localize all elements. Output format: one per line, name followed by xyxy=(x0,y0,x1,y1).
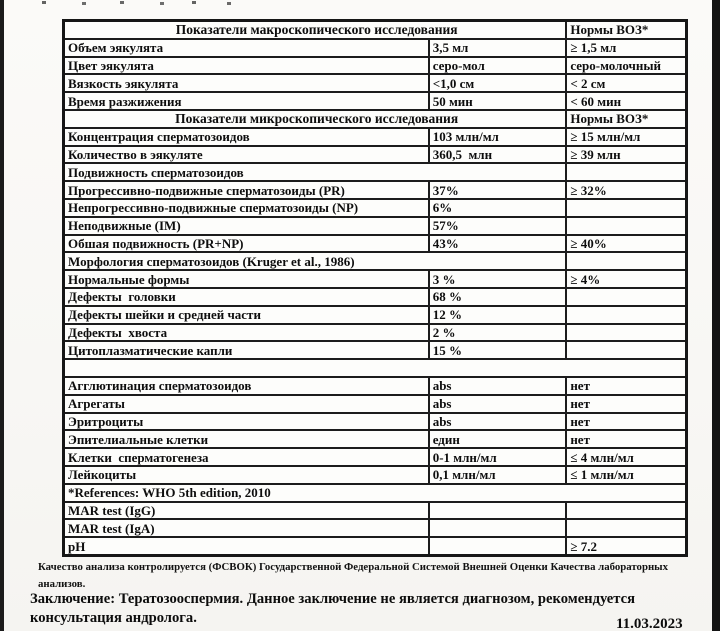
param-value: 3 % xyxy=(428,271,566,287)
param-norm: нет xyxy=(565,414,685,430)
param-label: Непрогрессивно-подвижные сперматозоиды (NP) xyxy=(68,200,359,216)
param-value: 3,5 мл xyxy=(428,40,566,56)
table-section-row xyxy=(65,164,685,182)
param-label: Клетки сперматогенеза xyxy=(68,449,209,465)
table-row xyxy=(65,520,685,538)
param-norm xyxy=(565,325,685,341)
table-row xyxy=(65,431,685,449)
param-norm xyxy=(565,218,685,234)
param-norm: ≥ 32% xyxy=(565,182,685,198)
param-norm xyxy=(565,503,685,519)
table-row xyxy=(65,236,685,254)
norms-header-cell xyxy=(565,164,685,180)
param-norm: серо-молочный xyxy=(565,58,685,74)
table-row xyxy=(65,289,685,307)
param-norm: ≥ 4% xyxy=(565,271,685,287)
table-row xyxy=(65,325,685,343)
param-label: Время разжижения xyxy=(68,93,182,109)
norms-header-cell: Нормы ВОЗ* xyxy=(565,111,685,127)
param-label: Концентрация сперматозоидов xyxy=(68,129,250,145)
param-label: Обшая подвижность (PR+NP) xyxy=(68,235,244,251)
table-row xyxy=(65,58,685,76)
table-row xyxy=(65,414,685,432)
param-norm: нет xyxy=(565,431,685,447)
param-value: серо-мол xyxy=(428,58,566,74)
param-norm xyxy=(565,307,685,323)
param-label: Лейкоциты xyxy=(68,467,137,483)
param-value: 360,5 млн xyxy=(428,147,566,163)
table-row xyxy=(65,342,685,360)
param-value: 12 % xyxy=(428,307,566,323)
param-label: Объем эякулята xyxy=(68,40,164,56)
full-width-cell: *References: WHO 5th edition, 2010 xyxy=(68,485,271,501)
table-row xyxy=(65,200,685,218)
param-label: MAR test (IgA) xyxy=(68,520,155,536)
table-row xyxy=(65,271,685,289)
table-row xyxy=(65,467,685,485)
param-value: 57% xyxy=(428,218,566,234)
param-label: Агрегаты xyxy=(68,396,125,412)
param-label: Нормальные формы xyxy=(68,271,190,287)
param-value: 2 % xyxy=(428,325,566,341)
table-row xyxy=(65,147,685,165)
param-norm: ≥ 40% xyxy=(565,236,685,252)
scan-edge-left xyxy=(0,0,4,631)
param-norm xyxy=(565,289,685,305)
table-row xyxy=(65,307,685,325)
param-value: 37% xyxy=(428,182,566,198)
param-norm: ≥ 39 млн xyxy=(565,147,685,163)
param-norm: ≤ 1 млн/мл xyxy=(565,467,685,483)
param-label: Цитоплазматические капли xyxy=(68,342,233,358)
table-row xyxy=(65,485,685,503)
param-label: Вязкость эякулята xyxy=(68,75,179,91)
param-label: Эритроциты xyxy=(68,413,144,429)
scan-edge-right xyxy=(712,0,720,631)
param-value: abs xyxy=(428,414,566,430)
param-norm: ≥ 15 млн/мл xyxy=(565,129,685,145)
param-value: 6% xyxy=(428,200,566,216)
param-label: Количество в эякуляте xyxy=(68,146,203,162)
param-norm: нет xyxy=(565,396,685,412)
param-norm: < 2 см xyxy=(565,75,685,91)
table-row xyxy=(65,538,685,554)
table-row xyxy=(65,182,685,200)
param-label: Дефекты хвоста xyxy=(68,324,168,340)
param-label: Дефекты головки xyxy=(68,289,176,305)
param-norm xyxy=(565,200,685,216)
param-value: 50 мин xyxy=(428,93,566,109)
table-row xyxy=(65,360,685,378)
param-label: Цвет эякулята xyxy=(68,57,154,73)
table-row xyxy=(65,378,685,396)
param-value xyxy=(428,520,566,536)
param-label: Неподвижные (IM) xyxy=(68,218,181,234)
param-value: един xyxy=(428,431,566,447)
quality-control-note: Качество анализа контролируется (ФСВОК) Государственной Федеральной Системой Внешней Оценки Качества лабораторных анализов. xyxy=(38,561,669,590)
table-row xyxy=(65,396,685,414)
param-value: 68 % xyxy=(428,289,566,305)
param-norm: < 60 мин xyxy=(565,93,685,109)
param-value: 0-1 млн/мл xyxy=(428,449,566,465)
table-row xyxy=(65,449,685,467)
section-title: Показатели микроскопического исследования xyxy=(175,111,459,127)
param-label: Агглютинация сперматозоидов xyxy=(68,378,252,394)
param-label: Эпителиальные клетки xyxy=(68,431,209,447)
table-row xyxy=(65,503,685,521)
param-norm: нет xyxy=(565,378,685,394)
param-value xyxy=(428,538,566,554)
full-width-cell xyxy=(65,360,685,376)
norms-header-cell xyxy=(565,253,685,269)
report-table xyxy=(62,19,688,557)
param-value: 0,1 млн/мл xyxy=(428,467,566,483)
param-label: Дефекты шейки и средней части xyxy=(68,307,261,323)
norms-header-cell: Нормы ВОЗ* xyxy=(565,22,685,38)
table-row xyxy=(65,93,685,111)
table-header-row xyxy=(65,111,685,129)
param-norm xyxy=(565,342,685,358)
table-section-row xyxy=(65,253,685,271)
section-title: Показатели макроскопического исследования xyxy=(175,22,458,38)
param-norm: ≥ 7.2 xyxy=(565,538,685,554)
conclusion-text: Заключение: Тератозооспермия. Данное заключение не является диагнозом, рекомендуется консультация андролога. xyxy=(30,591,636,627)
param-norm: ≥ 1,5 мл xyxy=(565,40,685,56)
table-header-row xyxy=(65,22,685,40)
param-label: MAR test (IgG) xyxy=(68,502,156,518)
param-value: abs xyxy=(428,396,566,412)
param-value: 15 % xyxy=(428,342,566,358)
param-norm: ≤ 4 млн/мл xyxy=(565,449,685,465)
table-row xyxy=(65,218,685,236)
param-value: <1,0 см xyxy=(428,75,566,91)
cropped-text-fragments xyxy=(42,1,46,4)
param-label: Прогрессивно-подвижные сперматозоиды (PR) xyxy=(68,182,345,198)
param-value: 43% xyxy=(428,236,566,252)
param-value: 103 млн/мл xyxy=(428,129,566,145)
table-row xyxy=(65,40,685,58)
group-label: Подвижность сперматозоидов xyxy=(68,164,244,180)
param-norm xyxy=(565,520,685,536)
param-value xyxy=(428,503,566,519)
table-row xyxy=(65,129,685,147)
param-label: pH xyxy=(68,538,86,554)
table-row xyxy=(65,75,685,93)
param-value: abs xyxy=(428,378,566,394)
report-date: 11.03.2023 xyxy=(616,616,683,631)
group-label: Морфология сперматозоидов (Kruger et al., 1986) xyxy=(68,253,355,269)
